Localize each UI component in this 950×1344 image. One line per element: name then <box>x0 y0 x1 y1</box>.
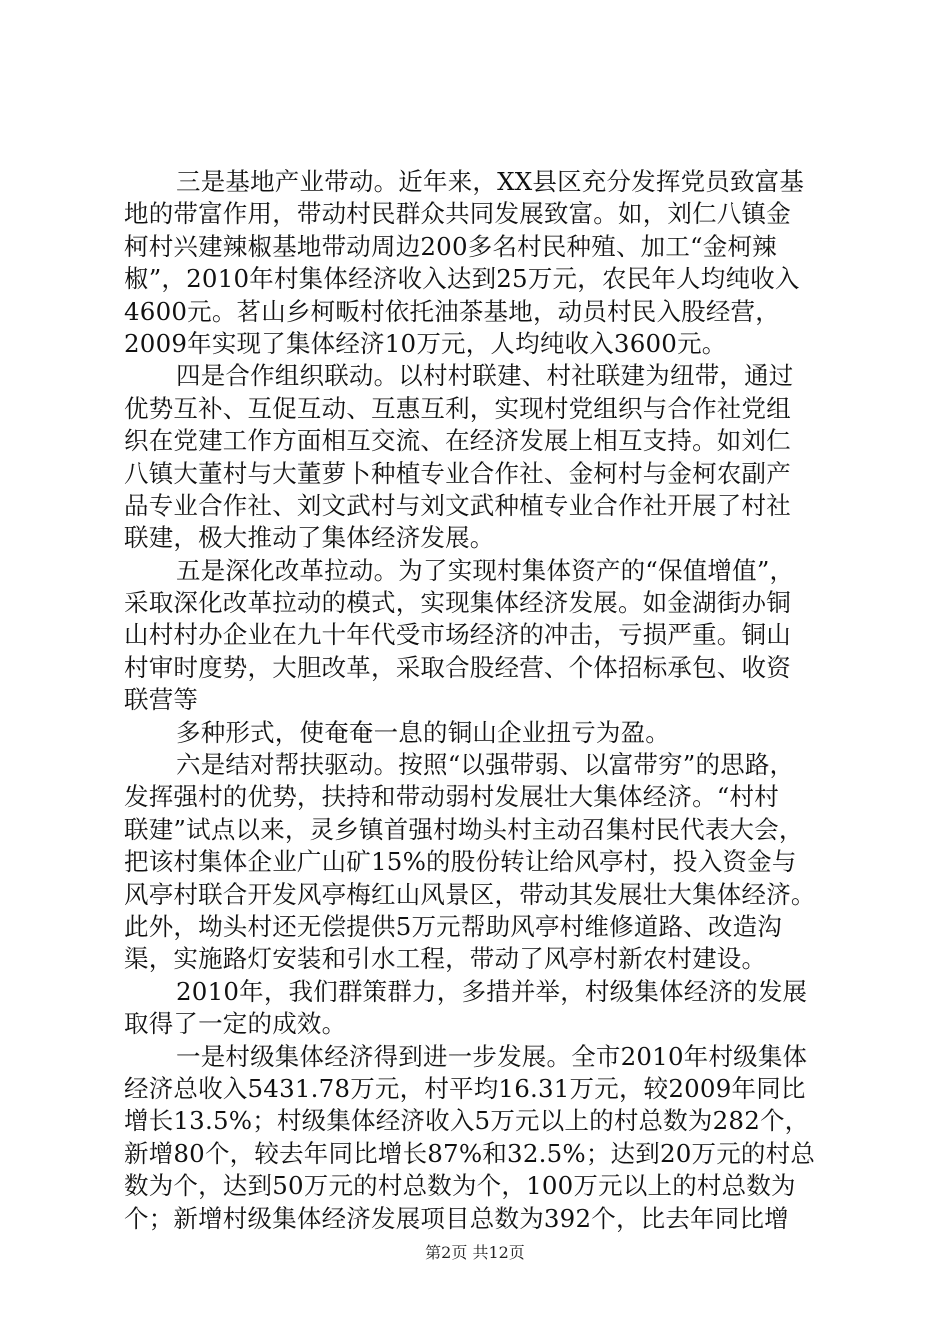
text-line: 个；新增村级集体经济发展项目总数为392个，比去年同比增 <box>124 1203 789 1233</box>
text-line: 六是结对帮扶驱动。按照“以强带弱、以富带穷”的思路， <box>176 750 795 780</box>
text-line: 数为个，达到50万元的村总数为个，100万元以上的村总数为 <box>124 1171 796 1201</box>
text-line: 山村村办企业在九十年代受市场经济的冲击，亏损严重。铜山 <box>124 620 791 650</box>
text-line: 风亭村联合开发风亭梅红山风景区，带动其发展壮大集体经济。 <box>124 879 816 909</box>
text-line: 椒”，2010年村集体经济收入达到25万元，农民年人均纯收入 <box>124 264 800 294</box>
document-body <box>124 166 830 1235</box>
text-line: 采取深化改革拉动的模式，实现集体经济发展。如金湖街办铜 <box>124 588 791 618</box>
page-footer: 第2页 共12页 <box>425 1243 525 1262</box>
text-line: 柯村兴建辣椒基地带动周边200多名村民种殖、加工“金柯辣 <box>124 231 777 261</box>
text-line: 联建，极大推动了集体经济发展。 <box>124 523 495 553</box>
text-line: 品专业合作社、刘文武村与刘文武种植专业合作社开展了村社 <box>124 490 791 520</box>
text-line: 发挥强村的优势，扶持和带动弱村发展壮大集体经济。“村村 <box>124 782 779 812</box>
text-line: 地的带富作用，带动村民群众共同发展致富。如，刘仁八镇金 <box>124 199 791 229</box>
text-line: 4600元。茗山乡柯畈村依托油茶基地，动员村民入股经营， <box>124 296 780 326</box>
text-line: 五是深化改革拉动。为了实现村集体资产的“保值增值”， <box>176 555 795 585</box>
text-line: 此外，坳头村还无偿提供5万元帮助风亭村维修道路、改造沟 <box>124 911 782 941</box>
text-line: 把该村集体企业广山矿15%的股份转让给风亭村，投入资金与 <box>124 847 797 877</box>
text-line: 新增80个，较去年同比增长87%和32.5%；达到20万元的村总 <box>124 1138 816 1168</box>
text-line: 八镇大董村与大董萝卜种植专业合作社、金柯村与金柯农副产 <box>124 458 791 488</box>
text-line: 四是合作组织联动。以村村联建、村社联建为纽带，通过 <box>176 361 794 391</box>
text-line: 增长13.5%；村级集体经济收入5万元以上的村总数为282个， <box>124 1106 810 1136</box>
text-line: 联建”试点以来，灵乡镇首强村坳头村主动召集村民代表大会， <box>124 814 804 844</box>
text-line: 织在党建工作方面相互交流、在经济发展上相互支持。如刘仁 <box>124 426 791 456</box>
text-line: 多种形式，使奄奄一息的铜山企业扭亏为盈。 <box>176 717 670 747</box>
text-line: 优势互补、互促互动、互惠互利，实现村党组织与合作社党组 <box>124 393 791 423</box>
text-line: 渠，实施路灯安装和引水工程，带动了风亭村新农村建设。 <box>124 944 767 974</box>
text-line: 一是村级集体经济得到进一步发展。全市2010年村级集体 <box>176 1041 808 1071</box>
text-line: 2009年实现了集体经济10万元，人均纯收入3600元。 <box>124 328 727 358</box>
text-line: 2010年，我们群策群力，多措并举，村级集体经济的发展 <box>176 976 808 1006</box>
text-line: 经济总收入5431.78万元，村平均16.31万元，较2009年同比 <box>124 1073 806 1103</box>
text-line: 三是基地产业带动。近年来，XX县区充分发挥党员致富基 <box>176 167 805 196</box>
text-line: 联营等 <box>124 685 199 715</box>
text-line: 取得了一定的成效。 <box>124 1009 347 1039</box>
text-line: 村审时度势，大胆改革，采取合股经营、个体招标承包、收资 <box>124 652 791 682</box>
